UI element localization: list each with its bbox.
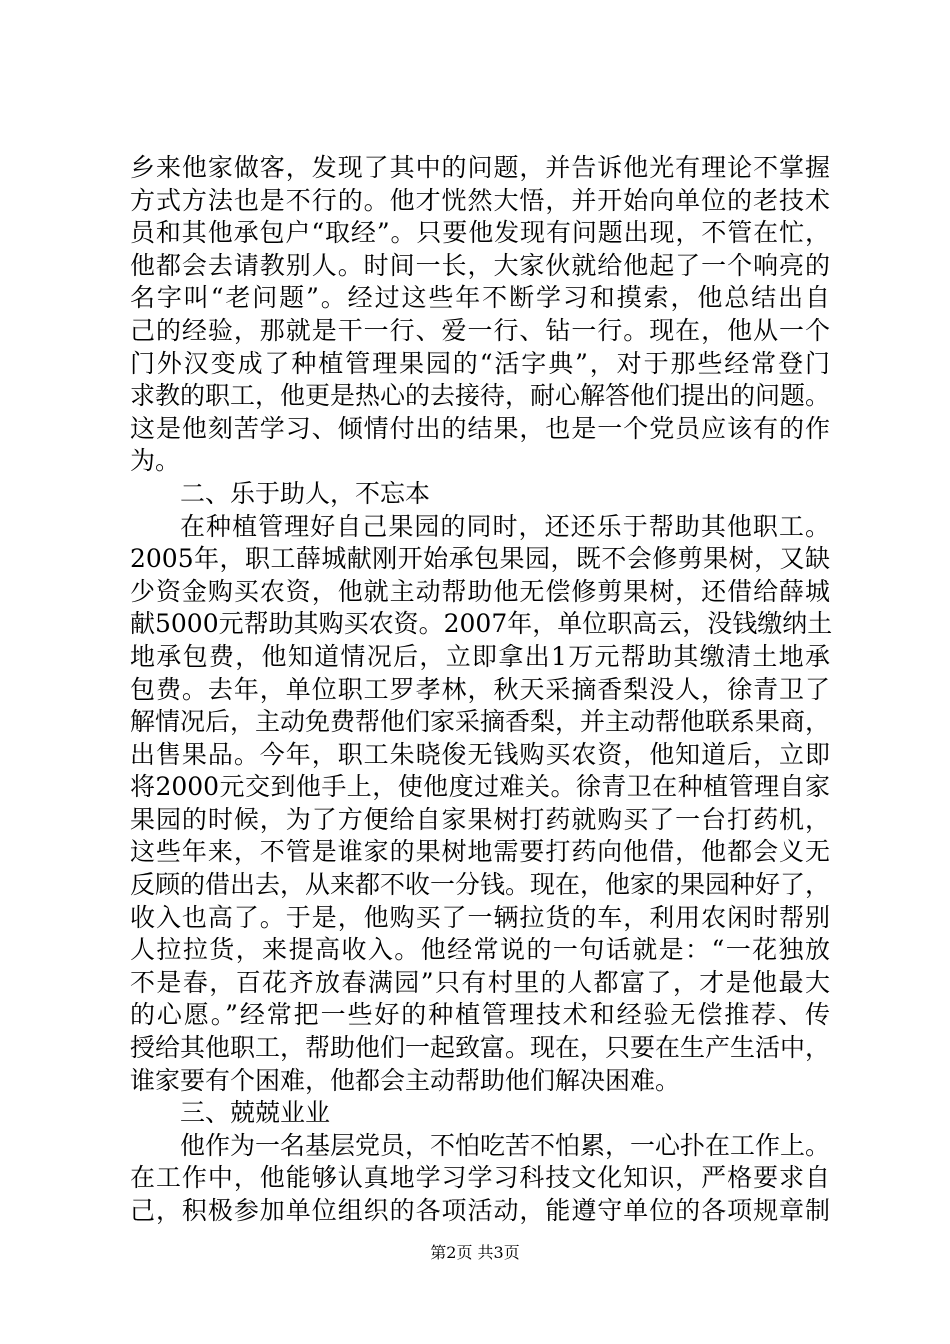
text-line: 在工作中，他能够认真地学习学习科技文化知识，严格要求自 — [130, 1163, 830, 1193]
text-line: 在种植管理好自己果园的同时，还还乐于帮助其他职工。 — [180, 511, 830, 541]
text-line: 门外汉变成了种植管理果园的“活字典”，对于那些经常登门 — [130, 348, 830, 378]
text-line: 求教的职工，他更是热心的去接待，耐心解答他们提出的问题。 — [130, 381, 831, 411]
text-line: 己的经验，那就是干一行、爱一行、钻一行。现在，他从一个 — [130, 315, 830, 345]
text-line: 反顾的借出去，从来都不收一分钱。现在，他家的果园种好了， — [130, 870, 831, 900]
section-heading: 三、兢兢业业 — [180, 1098, 331, 1128]
text-line: 他作为一名基层党员，不怕吃苦不怕累，一心扑在工作上。 — [180, 1130, 831, 1160]
text-line: 包费。去年，单位职工罗孝林，秋天采摘香梨没人，徐青卫了 — [130, 674, 830, 704]
text-line: 解情况后，主动免费帮他们家采摘香梨，并主动帮他联系果商， — [130, 707, 831, 737]
text-line: 己，积极参加单位组织的各项活动，能遵守单位的各项规章制 — [130, 1196, 830, 1225]
document-body — [130, 152, 833, 1228]
text-line: 这是他刻苦学习、倾情付出的结果，也是一个党员应该有的作 — [130, 413, 830, 443]
text-line: 名字叫“老问题”。经过这些年不断学习和摸索，他总结出自 — [130, 283, 830, 313]
text-line: 的心愿。”经常把一些好的种植管理技术和经验无偿推荐、传 — [130, 1000, 830, 1030]
text-line: 少资金购买农资，他就主动帮助他无偿修剪果树，还借给薛城 — [130, 576, 830, 606]
text-line: 不是春，百花齐放春满园”只有村里的人都富了，才是他最大 — [130, 967, 830, 997]
text-line: 收入也高了。于是，他购买了一辆拉货的车，利用农闲时帮别 — [130, 902, 830, 932]
text-line: 地承包费，他知道情况后，立即拿出1万元帮助其缴清土地承 — [130, 641, 830, 671]
text-line: 将2000元交到他手上，使他度过难关。徐青卫在种植管理自家 — [130, 772, 830, 802]
text-line: 献5000元帮助其购买农资。2007年，单位职高云，没钱缴纳土 — [130, 609, 833, 639]
text-line: 出售果品。今年，职工朱晓俊无钱购买农资，他知道后，立即 — [130, 739, 830, 769]
text-line: 他都会去请教别人。时间一长，大家伙就给他起了一个响亮的 — [130, 250, 830, 280]
text-line: 这些年来，不管是谁家的果树地需要打药向他借，他都会义无 — [130, 837, 830, 867]
text-line: 2005年，职工薛城献刚开始承包果园，既不会修剪果树，又缺 — [130, 544, 830, 574]
text-line: 授给其他职工，帮助他们一起致富。现在，只要在生产生活中， — [130, 1033, 831, 1063]
text-line: 员和其他承包户“取经”。只要他发现有问题出现，不管在忙， — [130, 218, 830, 248]
text-line: 果园的时候，为了方便给自家果树打药就购买了一台打药机， — [130, 804, 830, 834]
text-line: 乡来他家做客，发现了其中的问题，并告诉他光有理论不掌握 — [130, 153, 830, 182]
text-line: 人拉拉货，来提高收入。他经常说的一句话就是：“一花独放 — [130, 935, 830, 965]
text-line: 方式方法也是不行的。他才恍然大悟，并开始向单位的老技术 — [130, 185, 830, 215]
section-heading: 二、乐于助人，不忘本 — [180, 478, 431, 508]
text-line: 为。 — [130, 446, 181, 476]
page-footer: 第2页 共3页 — [430, 1243, 520, 1262]
text-line: 谁家要有个困难，他都会主动帮助他们解决困难。 — [130, 1065, 681, 1095]
